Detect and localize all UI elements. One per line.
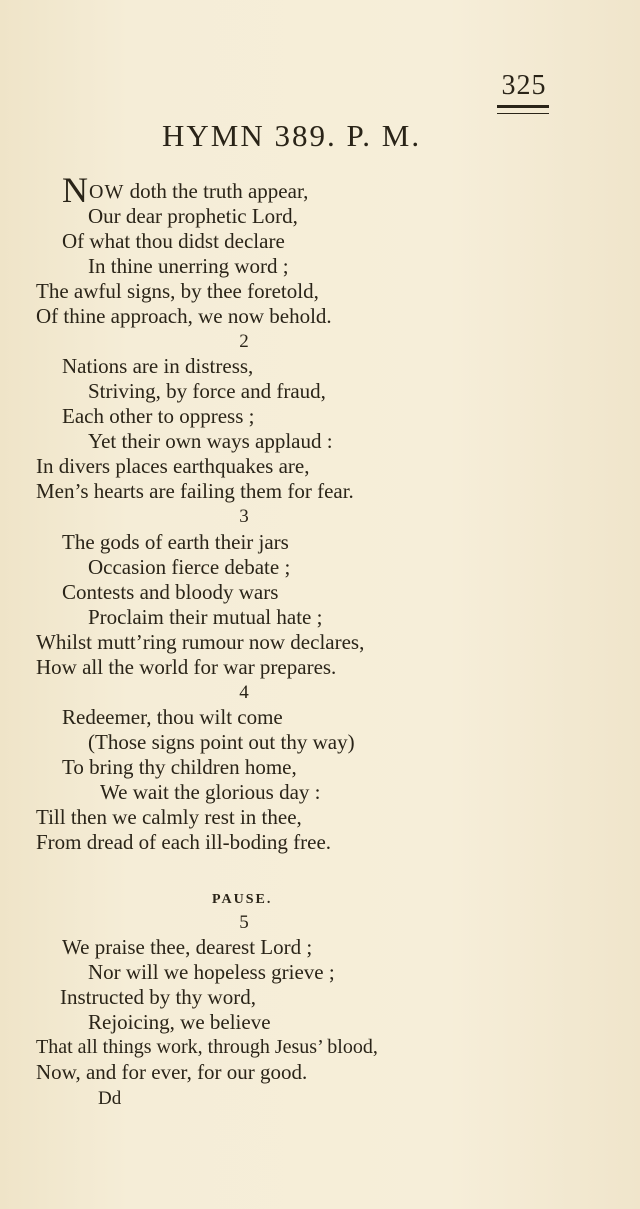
stanza-1-line-3: Of what thou didst declare xyxy=(62,229,285,253)
drop-cap: N xyxy=(62,170,88,210)
stanza-1-line-4: In thine unerring word ; xyxy=(88,254,289,278)
stanza-1-line-1: NOW doth the truth appear, xyxy=(62,170,309,210)
stanza-4-line-3: To bring thy children home, xyxy=(62,755,297,779)
stanza-2-line-3: Each other to oppress ; xyxy=(62,404,255,428)
stanza-4-line-6: From dread of each ill-boding free. xyxy=(36,830,332,854)
stanza-3-line-3: Contests and bloody wars xyxy=(62,580,279,604)
header-rule-thick xyxy=(497,105,549,108)
hymn-title: HYMN 389. P. M. xyxy=(162,118,422,153)
stanza-4-line-4: We wait the glorious day : xyxy=(100,780,321,804)
stanza-2-line-2: Striving, by force and fraud, xyxy=(88,379,326,403)
stanza-number-3: 3 xyxy=(239,506,249,527)
stanza-2-line-6: Men’s hearts are failing them for fear. xyxy=(36,479,354,503)
stanza-5-line-6: Now, and for ever, for our good. xyxy=(36,1060,308,1084)
signature-mark: Dd xyxy=(98,1088,122,1109)
stanza-4-line-1: Redeemer, thou wilt come xyxy=(62,705,283,729)
stanza-1-line-2: Our dear prophetic Lord, xyxy=(88,204,298,228)
page-number: 325 xyxy=(501,70,547,101)
stanza-1-line-5: The awful signs, by thee foretold, xyxy=(36,279,319,303)
stanza-5-line-2: Nor will we hopeless grieve ; xyxy=(88,960,335,984)
stanza-1-line-6: Of thine approach, we now behold. xyxy=(36,304,332,328)
stanza-number-2: 2 xyxy=(239,331,249,352)
stanza-3-line-5: Whilst mutt’ring rumour now declares, xyxy=(36,630,365,654)
stanza-4-line-2: (Those signs point out thy way) xyxy=(88,730,355,754)
stanza-4-line-5: Till then we calmly rest in thee, xyxy=(36,805,302,829)
stanza-5-line-1: We praise thee, dearest Lord ; xyxy=(62,935,313,959)
stanza-3-line-4: Proclaim their mutual hate ; xyxy=(88,605,323,629)
pause-heading: PAUSE. xyxy=(212,892,273,907)
stanza-5-line-4: Rejoicing, we believe xyxy=(88,1010,271,1034)
stanza-3-line-2: Occasion fierce debate ; xyxy=(88,555,291,579)
stanza-number-5: 5 xyxy=(239,912,249,933)
stanza-2-line-1: Nations are in distress, xyxy=(62,354,254,378)
first-word-rest: OW xyxy=(89,181,125,203)
stanza-number-4: 4 xyxy=(239,682,249,703)
header-rule-thin xyxy=(497,113,549,114)
stanza-5-line-3: Instructed by thy word, xyxy=(60,985,256,1009)
stanza-5-line-5: That all things work, through Jesus’ blood, xyxy=(36,1036,378,1058)
stanza-3-line-1: The gods of earth their jars xyxy=(62,530,289,554)
stanza-3-line-6: How all the world for war prepares. xyxy=(36,655,337,679)
stanza-2-line-4: Yet their own ways applaud : xyxy=(88,429,333,453)
stanza-2-line-5: In divers places earthquakes are, xyxy=(36,454,310,478)
